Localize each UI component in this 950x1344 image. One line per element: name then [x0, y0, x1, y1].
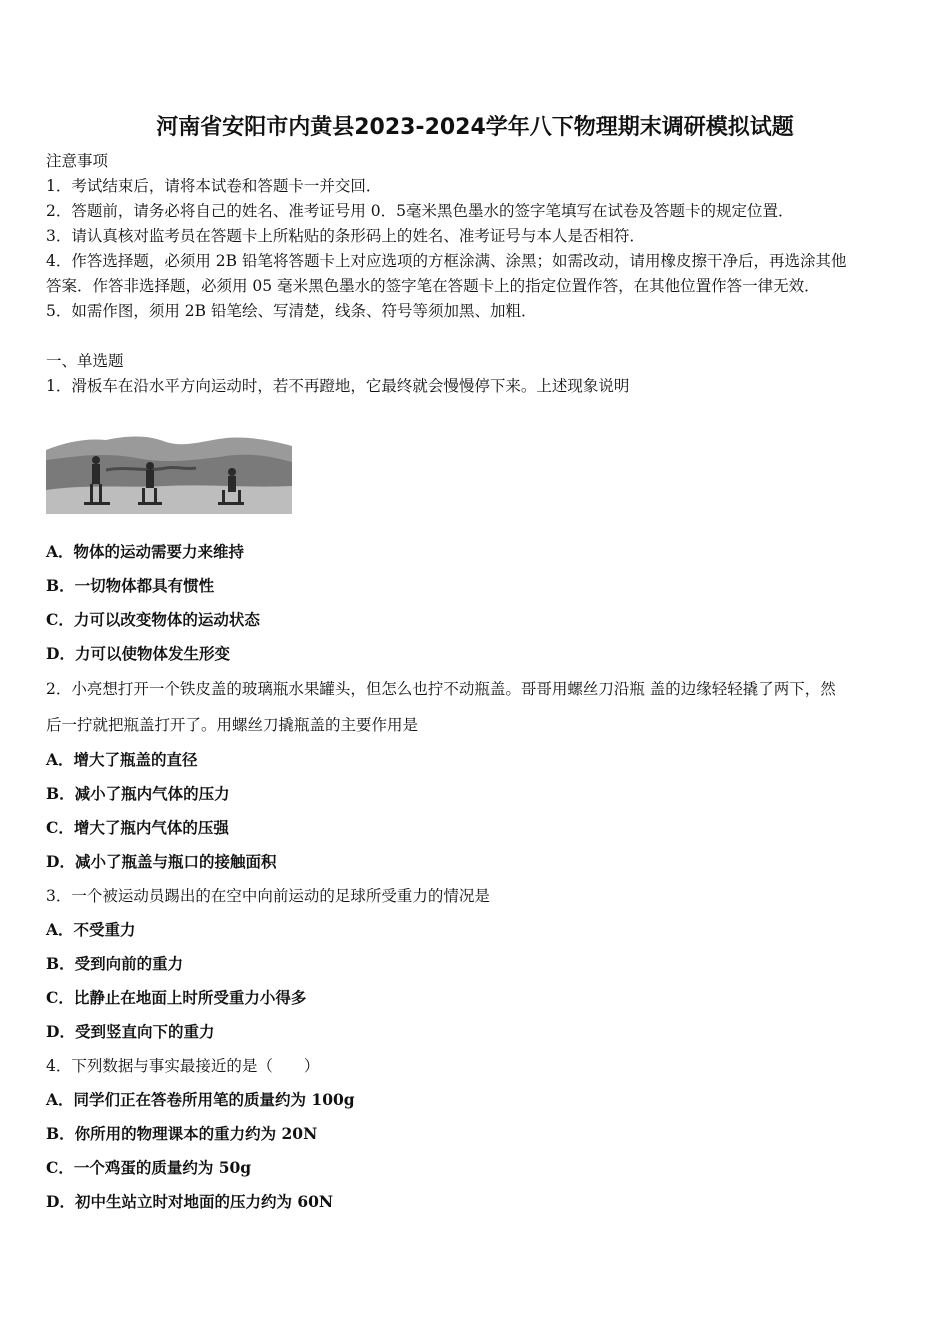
- notice-item: 2．答题前，请务必将自己的姓名、准考证号用 0．5毫米黑色墨水的签字笔填写在试卷及答题卡的规定位置．: [46, 202, 794, 220]
- option-item: C．力可以改变物体的运动状态: [46, 610, 260, 629]
- notice-item: 1．考试结束后，请将本试卷和答题卡一并交回．: [46, 177, 382, 195]
- notice-item: 4．作答选择题，必须用 2B 铅笔将答题卡上对应选项的方框涂满、涂黑；如需改动，请用橡皮擦干净后，再选涂其他: [46, 252, 847, 270]
- option-item: B．你所用的物理课本的重力约为 20N: [46, 1124, 318, 1143]
- option-item: D．初中生站立时对地面的压力约为 60N: [46, 1192, 334, 1211]
- option-item: D．力可以使物体发生形变: [46, 644, 230, 663]
- option-item: A．不受重力: [46, 920, 136, 939]
- notice-item: 3．请认真核对监考员在答题卡上所粘贴的条形码上的姓名、准考证号与本人是否相符．: [46, 227, 645, 245]
- notice-item: 答案．作答非选择题，必须用 05 毫米黑色墨水的签字笔在答题卡上的指定位置作答，在其他位置作答一律无效．: [46, 277, 820, 295]
- option-item: A．增大了瓶盖的直径: [46, 750, 198, 769]
- question-stem: 3．一个被运动员踢出的在空中向前运动的足球所受重力的情况是: [46, 887, 490, 905]
- question-stem: 后一拧就把瓶盖打开了。用螺丝刀撬瓶盖的主要作用是: [46, 716, 419, 734]
- option-item: B．减小了瓶内气体的压力: [46, 784, 230, 803]
- section-heading: 一、单选题: [46, 352, 124, 370]
- question-stem: 1．滑板车在沿水平方向运动时，若不再蹬地，它最终就会慢慢停下来。上述现象说明: [46, 377, 630, 395]
- notice-heading: 注意事项: [46, 152, 109, 170]
- option-item: B．一切物体都具有惯性: [46, 576, 215, 595]
- option-item: C．比静止在地面上时所受重力小得多: [46, 988, 307, 1007]
- question-stem: 4．下列数据与事实最接近的是（ ）: [46, 1057, 320, 1075]
- option-item: D．受到竖直向下的重力: [46, 1022, 215, 1041]
- option-item: C．增大了瓶内气体的压强: [46, 818, 229, 837]
- skateboard-photo: [46, 430, 292, 514]
- question-stem: 2．小亮想打开一个铁皮盖的玻璃瓶水果罐头，但怎么也拧不动瓶盖。哥哥用螺丝刀沿瓶 盖的边缘轻轻撬了两下，然: [46, 680, 836, 698]
- option-item: A．同学们正在答卷所用笔的质量约为 100g: [46, 1090, 355, 1109]
- exam-title: 河南省安阳市内黄县2023-2024学年八下物理期末调研模拟试题: [156, 115, 794, 140]
- option-item: C．一个鸡蛋的质量约为 50g: [46, 1158, 252, 1177]
- option-item: B．受到向前的重力: [46, 954, 184, 973]
- option-item: D．减小了瓶盖与瓶口的接触面积: [46, 852, 277, 871]
- option-item: A．物体的运动需要力来维持: [46, 542, 245, 561]
- notice-item: 5．如需作图，须用 2B 铅笔绘、写清楚，线条、符号等须加黑、加粗．: [46, 302, 537, 320]
